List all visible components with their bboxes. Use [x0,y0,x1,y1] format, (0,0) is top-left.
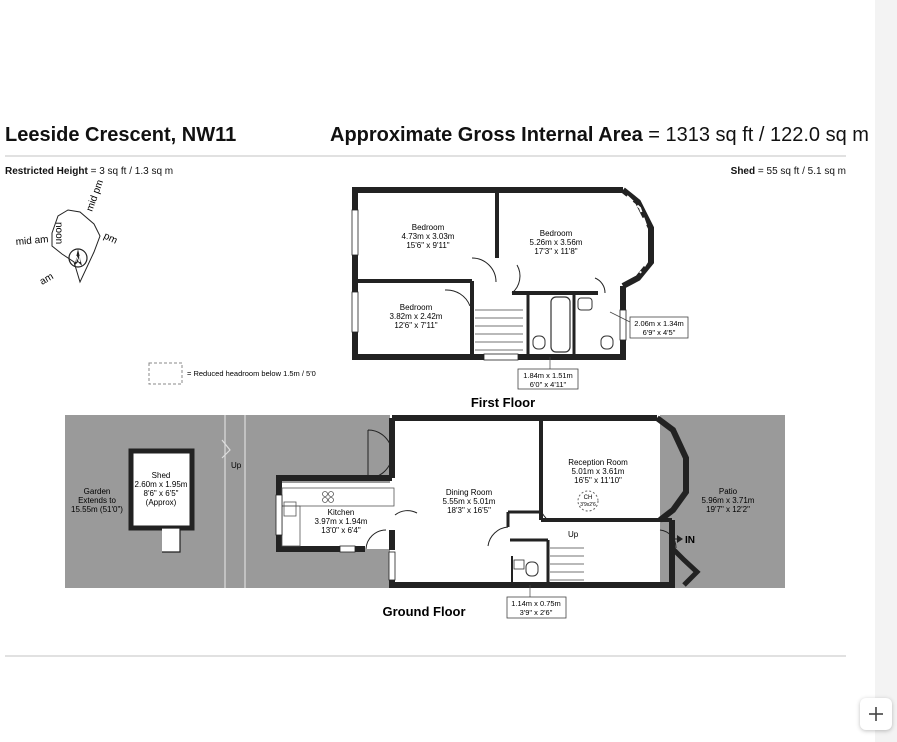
entrance-label: IN [685,535,695,546]
shed-area-value: = 55 sq ft / 5.1 sq m [757,166,846,177]
first-floor-plan [352,190,688,410]
first-floor-background [355,190,623,357]
reception-room-imperial: 16'5" x 11'10" [574,476,622,485]
compass-outline [52,210,100,282]
ground-floor-plan [65,415,785,619]
up-left-label: Up [231,461,242,470]
bedroom-3-name: Bedroom [399,303,433,312]
dining-room-name: Dining Room [445,488,493,497]
reception-room-name: Reception Room [568,458,628,467]
plus-icon [867,705,885,723]
shed-name: Shed [151,471,171,480]
reduced-headroom-swatch [149,363,182,384]
garden-line2: 15.55m (51'0") [71,505,123,514]
compass-mid-am: mid am [15,234,49,248]
bedroom-2-metric: 5.26m x 3.56m [529,238,583,247]
up-hall-label: Up [568,530,579,539]
wc-callout-imperial: 6'9" x 4'5" [642,328,676,337]
ground-floor-title: Ground Floor [382,604,466,619]
dining-room-imperial: 18'3" x 16'5" [447,506,491,515]
bathroom-callout-metric: 1.84m x 1.51m [523,371,573,380]
cupboard-sub: 3'9x2'6 [580,502,596,508]
bedroom-1-imperial: 15'6" x 9'11" [406,241,450,250]
wc-ground-callout-metric: 1.14m x 0.75m [511,599,561,608]
kitchen-name: Kitchen [327,508,355,517]
cupboard-label: CH [583,495,593,501]
bedroom-2-imperial: 17'3" x 11'8" [534,247,578,256]
restricted-height-value: = 3 sq ft / 1.3 sq m [90,166,174,177]
shed-metric: 2.60m x 1.95m [134,480,188,489]
gross-area-label: Approximate Gross Internal Area [330,124,643,146]
bedroom-3-imperial: 12'6" x 7'11" [394,321,438,330]
shed-area-label: Shed [730,166,756,177]
kitchen-imperial: 13'0" x 6'4" [321,526,361,535]
patio-name: Patio [718,487,738,496]
compass-pm: pm [101,230,119,247]
garden-line1: Extends to [78,496,116,505]
compass [15,178,119,287]
shed-note: (Approx) [145,498,177,507]
compass-am: am [38,271,56,288]
property-address: Leeside Crescent, NW11 [5,124,237,146]
bedroom-1-name: Bedroom [411,223,445,232]
restricted-height-label: Restricted Height [5,166,88,177]
dining-room-metric: 5.55m x 5.01m [442,497,496,506]
bathroom-callout-imperial: 6'0" x 4'11" [529,380,567,389]
legend-text: = Reduced headroom below 1.5m / 5'0 [187,369,316,378]
first-floor-title: First Floor [470,395,536,410]
patio-imperial: 19'7" x 12'2" [706,505,750,514]
zoom-button[interactable] [860,698,892,730]
compass-noon: noon [53,222,64,245]
shed-imperial: 8'6" x 6'5" [143,489,179,498]
patio-metric: 5.96m x 3.71m [701,496,755,505]
reception-room-metric: 5.01m x 3.61m [571,467,625,476]
bedroom-3-metric: 3.82m x 2.42m [389,312,443,321]
footer-divider [5,655,846,657]
kitchen-metric: 3.97m x 1.94m [314,517,368,526]
gross-area-value: = 1313 sq ft / 122.0 sq m [648,124,869,146]
wc-callout-metric: 2.06m x 1.34m [634,319,684,328]
compass-n: N [75,255,81,264]
garden-name: Garden [83,487,111,496]
wc-ground-callout-imperial: 3'9" x 2'6" [519,608,553,617]
bedroom-1-metric: 4.73m x 3.03m [401,232,455,241]
bedroom-2-name: Bedroom [539,229,573,238]
compass-mid-pm: mid pm [84,178,107,214]
house-interior [392,418,660,585]
